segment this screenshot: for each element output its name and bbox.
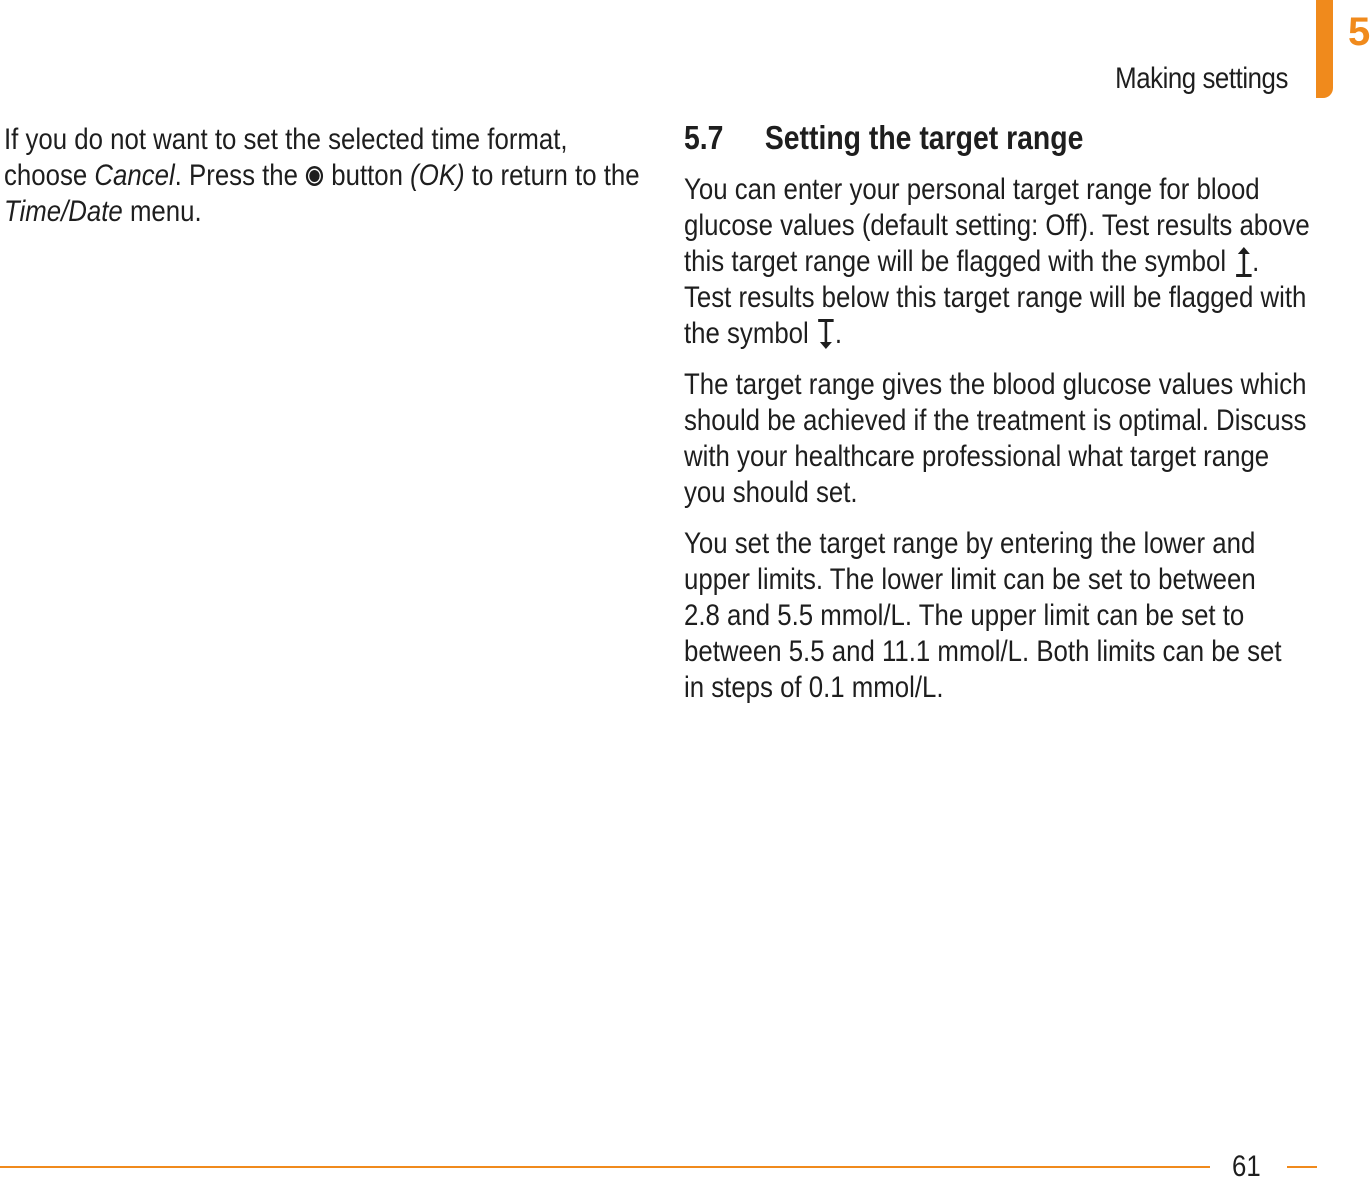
- chapter-tab: [1316, 0, 1333, 98]
- body-line: Test results below this target range will be flagged with: [684, 281, 1307, 314]
- left-text-line: If you do not want to set the selected time format,: [4, 123, 568, 156]
- section-number: 5.7: [684, 119, 724, 156]
- section-title: Setting the target range: [764, 119, 1084, 156]
- right-column: [684, 172, 1370, 721]
- body-line: you should set.: [684, 476, 858, 509]
- body-line: The target range gives the blood glucose values which: [684, 368, 1307, 401]
- left-column: [4, 122, 743, 230]
- paragraph: [684, 526, 1370, 706]
- left-text-line: choose Cancel. Press the button (OK) to return to the: [4, 159, 640, 192]
- cancel-term: Cancel: [94, 159, 175, 192]
- ok-button-icon: [305, 160, 324, 182]
- body-line: in steps of 0.1 mmol/L.: [684, 671, 944, 704]
- header-title: Making settings: [1115, 62, 1288, 95]
- body-line: glucose values (default setting: Off). Test results above: [684, 209, 1310, 242]
- body-line: the symbol .: [684, 317, 843, 350]
- page-number: 61: [1232, 1150, 1261, 1183]
- paragraph: [684, 367, 1370, 511]
- body-line: upper limits. The lower limit can be set to between: [684, 563, 1256, 596]
- body-line: should be achieved if the treatment is optimal. Discuss: [684, 404, 1307, 437]
- paragraph: [684, 172, 1370, 352]
- above-target-range-icon: [1235, 245, 1252, 279]
- body-line: between 5.5 and 11.1 mmol/L. Both limits can be set: [684, 635, 1282, 668]
- section-heading: [684, 119, 1083, 157]
- body-line: this target range will be flagged with the symbol .: [684, 245, 1260, 278]
- body-line: You set the target range by entering the lower and: [684, 527, 1256, 560]
- left-text-line: Time/Date menu.: [4, 195, 202, 228]
- ok-term: (OK): [410, 159, 465, 192]
- below-target-range-icon: [818, 317, 835, 351]
- body-line: You can enter your personal target range for blood: [684, 173, 1260, 206]
- chapter-number: 5: [1348, 10, 1370, 54]
- body-line: with your healthcare professional what target range: [684, 440, 1270, 473]
- time-date-term: Time/Date: [4, 195, 123, 228]
- footer-rule-left: [0, 1166, 1210, 1168]
- footer-rule-right: [1287, 1166, 1317, 1168]
- body-line: 2.8 and 5.5 mmol/L. The upper limit can be set to: [684, 599, 1245, 632]
